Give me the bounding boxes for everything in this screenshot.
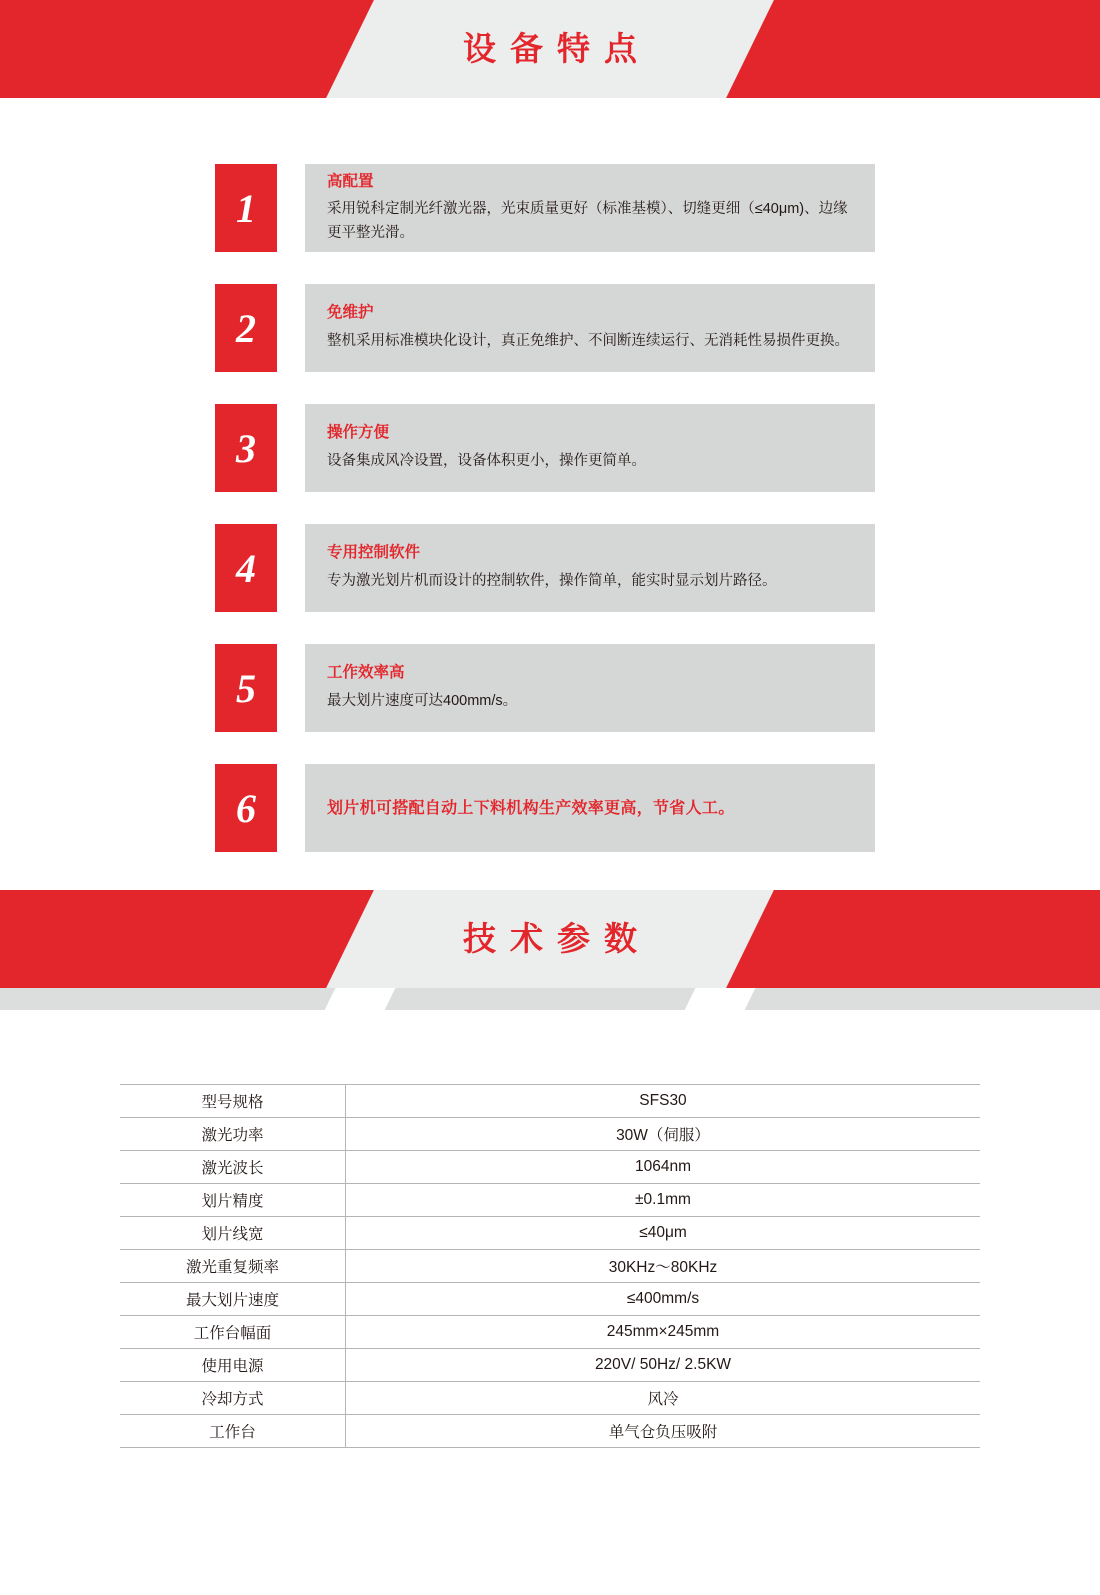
feature-title: 专用控制软件 [327,544,421,562]
spec-value: 30KHz～80KHz [346,1250,981,1283]
spec-value: ≤40μm [346,1217,981,1250]
table-row [120,1184,980,1217]
spec-key: 划片精度 [120,1184,346,1217]
feature-content [305,644,875,732]
spec-key: 最大划片速度 [120,1283,346,1316]
spec-value: 245mm×245mm [346,1316,981,1349]
feature-item [215,404,1100,492]
feature-description: 专为激光划片机而设计的控制软件，操作简单，能实时显示划片路径。 [327,573,777,590]
spec-table-wrapper [0,1084,1100,1448]
spec-key: 激光波长 [120,1151,346,1184]
table-row [120,1415,980,1448]
table-row [120,1250,980,1283]
feature-number: 1 [215,164,277,252]
feature-number: 4 [215,524,277,612]
feature-title: 操作方便 [327,424,390,442]
spec-key: 型号规格 [120,1085,346,1118]
feature-description: 最大划片速度可达400mm/s。 [327,693,518,710]
feature-title: 免维护 [327,304,374,322]
feature-content [305,404,875,492]
feature-item [215,284,1100,372]
feature-content [305,764,875,852]
banner-tail-cut-right [685,988,756,1010]
table-row [120,1349,980,1382]
feature-list [0,164,1100,852]
features-banner-title: 设备特点 [463,30,651,67]
feature-title: 工作效率高 [327,664,405,682]
spec-key: 工作台幅面 [120,1316,346,1349]
table-row [120,1283,980,1316]
feature-description: 设备集成风冷设置，设备体积更小，操作更简单。 [327,453,646,470]
spec-table [120,1084,980,1448]
specs-banner [0,890,1100,988]
banner-tail-cut-left [325,988,396,1010]
table-row [120,1382,980,1415]
feature-content [305,524,875,612]
feature-description: 整机采用标准模块化设计，真正免维护、不间断连续运行、无消耗性易损件更换。 [327,333,849,350]
spec-value: 风冷 [346,1382,981,1415]
features-banner [0,0,1100,98]
spec-key: 冷却方式 [120,1382,346,1415]
feature-number: 3 [215,404,277,492]
feature-item [215,644,1100,732]
table-row [120,1217,980,1250]
feature-content [305,164,875,252]
feature-item [215,524,1100,612]
feature-number: 2 [215,284,277,372]
table-row [120,1316,980,1349]
spec-key: 使用电源 [120,1349,346,1382]
spec-key: 激光重复频率 [120,1250,346,1283]
feature-title: 高配置 [327,172,374,190]
feature-title: 划片机可搭配自动上下料机构生产效率更高，节省人工。 [327,800,735,818]
spec-value: SFS30 [346,1085,981,1118]
feature-description: 采用锐科定制光纤激光器，光束质量更好（标准基模）、切缝更细（≤40μm)、边缘更平整光滑。 [327,201,848,241]
spec-key: 激光功率 [120,1118,346,1151]
table-row [120,1151,980,1184]
spec-value: 1064nm [346,1151,981,1184]
spec-value: ≤400mm/s [346,1283,981,1316]
spec-key: 划片线宽 [120,1217,346,1250]
spec-value: 220V/ 50Hz/ 2.5KW [346,1349,981,1382]
spec-value: 30W（伺服） [346,1118,981,1151]
feature-number: 5 [215,644,277,732]
feature-item [215,764,1100,852]
spec-value: ±0.1mm [346,1184,981,1217]
feature-content [305,284,875,372]
spec-value: 单气仓负压吸附 [346,1415,981,1448]
table-row [120,1085,980,1118]
feature-number: 6 [215,764,277,852]
feature-item [215,164,1100,252]
table-row [120,1118,980,1151]
specs-banner-title: 技术参数 [463,920,651,957]
banner-tail [0,988,1100,1010]
spec-key: 工作台 [120,1415,346,1448]
